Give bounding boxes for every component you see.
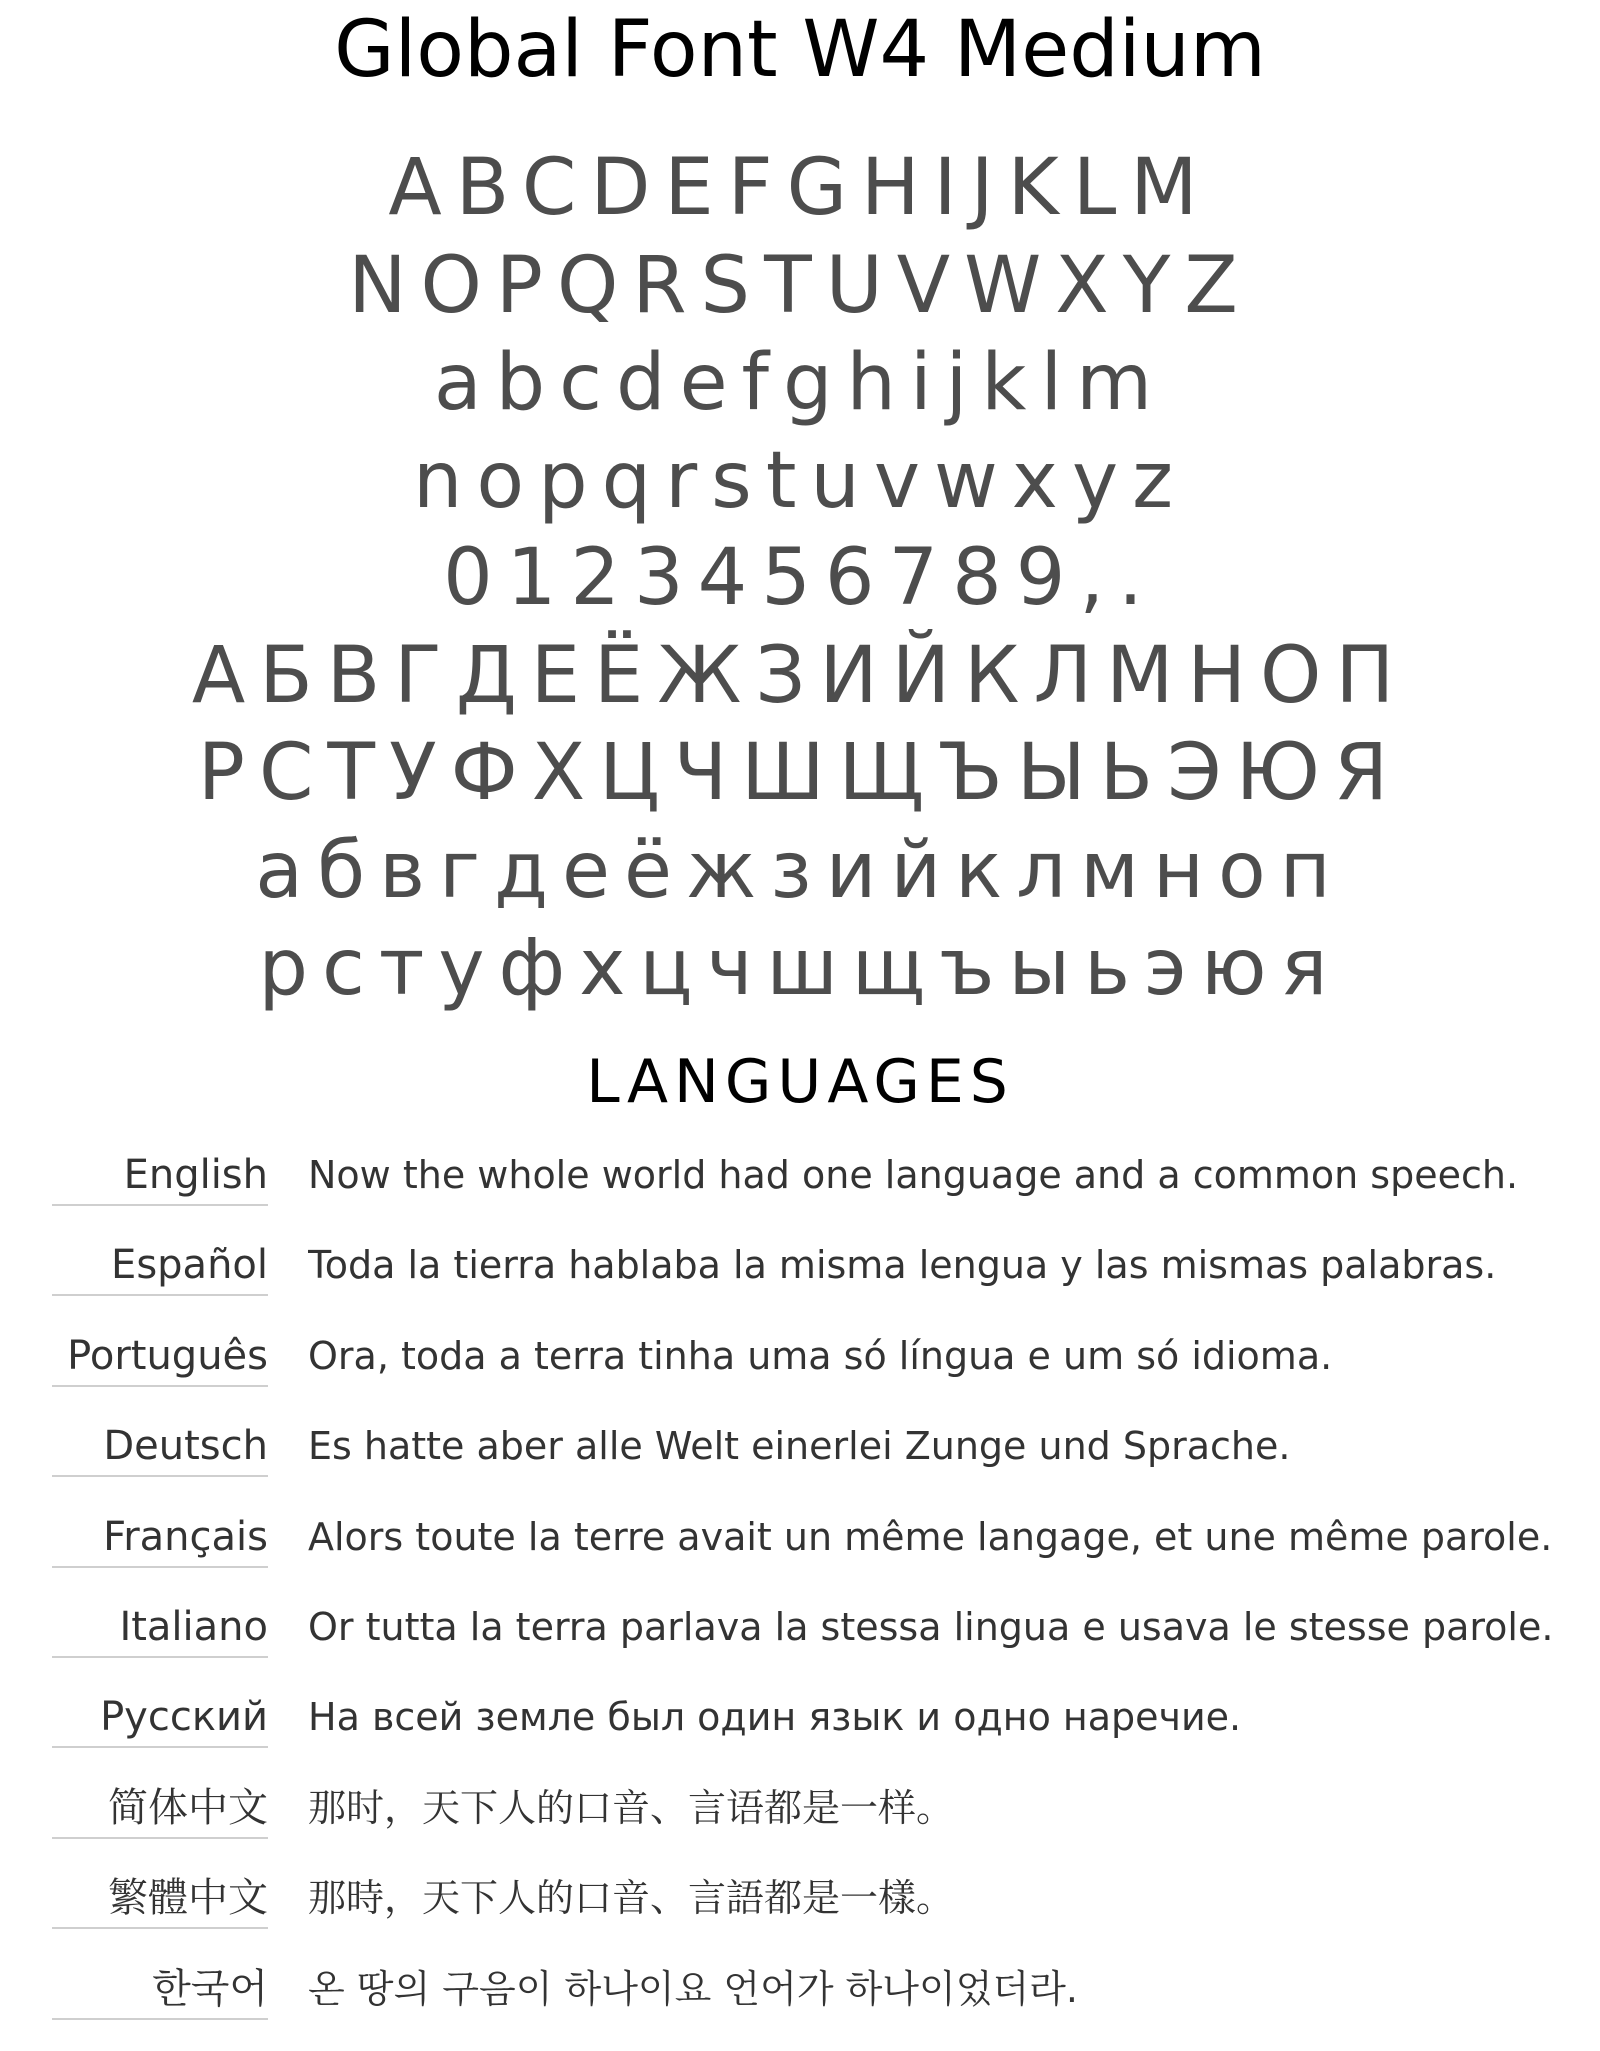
glyph-line-digits: 0123456789,.	[443, 533, 1157, 623]
glyph-line-lowercase-1: abcdefghijklm	[433, 338, 1167, 428]
language-sample-text: Toda la tierra hablaba la misma lengua y las mismas palabras.	[308, 1243, 1497, 1288]
language-row-simplified-chinese	[0, 1775, 1600, 1865]
language-name: Deutsch	[103, 1423, 268, 1470]
language-sample-text: Ora, toda a terra tinha uma só língua e um só idioma.	[308, 1333, 1333, 1378]
language-sample-text: Alors toute la terre avait un même langage, et une même parole.	[308, 1514, 1553, 1559]
glyph-line-cyrillic-upper-1: АБВГДЕЁЖЗИЙКЛМНОП	[191, 630, 1409, 721]
language-row-english	[0, 1142, 1600, 1232]
language-name: Русский	[100, 1694, 268, 1741]
language-row-korean	[0, 1956, 1600, 2046]
language-row-espanol	[0, 1232, 1600, 1322]
language-sample-text: 온 땅의 구음이 하나이요 언어가 하나이었더라.	[308, 1966, 1078, 2011]
language-sample-text: Now the whole world had one language and a common speech.	[308, 1153, 1519, 1197]
language-name: Italiano	[119, 1603, 268, 1650]
language-divider	[52, 1294, 268, 1296]
language-row-portugues	[0, 1323, 1600, 1413]
language-name: Español	[111, 1242, 268, 1289]
page-title: Global Font W4 Medium	[334, 5, 1266, 95]
language-name: 한국어	[152, 1965, 268, 2012]
language-divider	[52, 2018, 268, 2020]
language-divider	[52, 1475, 268, 1477]
language-divider	[52, 1746, 268, 1748]
glyph-line-uppercase-1: ABCDEFGHIJKLM	[388, 143, 1212, 233]
language-sample-text: Es hatte aber alle Welt einerlei Zunge und Sprache.	[308, 1424, 1291, 1469]
language-row-francais	[0, 1504, 1600, 1594]
language-divider	[52, 1837, 268, 1839]
language-name: English	[123, 1152, 268, 1198]
glyph-line-cyrillic-lower-2: рстуфхцчшщъыьэюя	[258, 923, 1342, 1013]
language-sample-text: 那时，天下人的口音、言语都是一样。	[308, 1785, 955, 1830]
language-divider	[52, 1566, 268, 1568]
glyph-line-lowercase-2: nopqrstuvwxyz	[412, 435, 1188, 526]
language-name: 简体中文	[108, 1784, 268, 1831]
glyph-specimen	[0, 140, 1600, 1018]
language-sample-text: На всей земле был один язык и одно наречие.	[308, 1695, 1242, 1740]
language-row-italiano	[0, 1594, 1600, 1684]
language-divider	[52, 1927, 268, 1929]
language-divider	[52, 1385, 268, 1387]
languages-list	[0, 1142, 1600, 2046]
language-name: 繁體中文	[108, 1875, 268, 1922]
language-divider	[52, 1204, 268, 1206]
language-sample-text: Or tutta la terra parlava la stessa lingua e usava le stesse parole.	[308, 1604, 1554, 1649]
glyph-line-cyrillic-lower-1: абвгдеёжзийклмноп	[255, 825, 1345, 916]
language-sample-text: 那時，天下人的口音、言語都是一樣。	[308, 1876, 955, 1921]
language-row-traditional-chinese	[0, 1865, 1600, 1955]
glyph-line-uppercase-2: NOPQRSTUVWXYZ	[348, 240, 1252, 331]
language-name: Português	[67, 1332, 268, 1379]
language-divider	[52, 1656, 268, 1658]
language-row-russian	[0, 1684, 1600, 1774]
languages-heading: LANGUAGES	[586, 1047, 1014, 1117]
language-row-deutsch	[0, 1413, 1600, 1503]
language-name: Français	[103, 1513, 268, 1560]
glyph-line-cyrillic-upper-2: РСТУФХЦЧШЩЪЫЬЭЮЯ	[197, 728, 1403, 818]
